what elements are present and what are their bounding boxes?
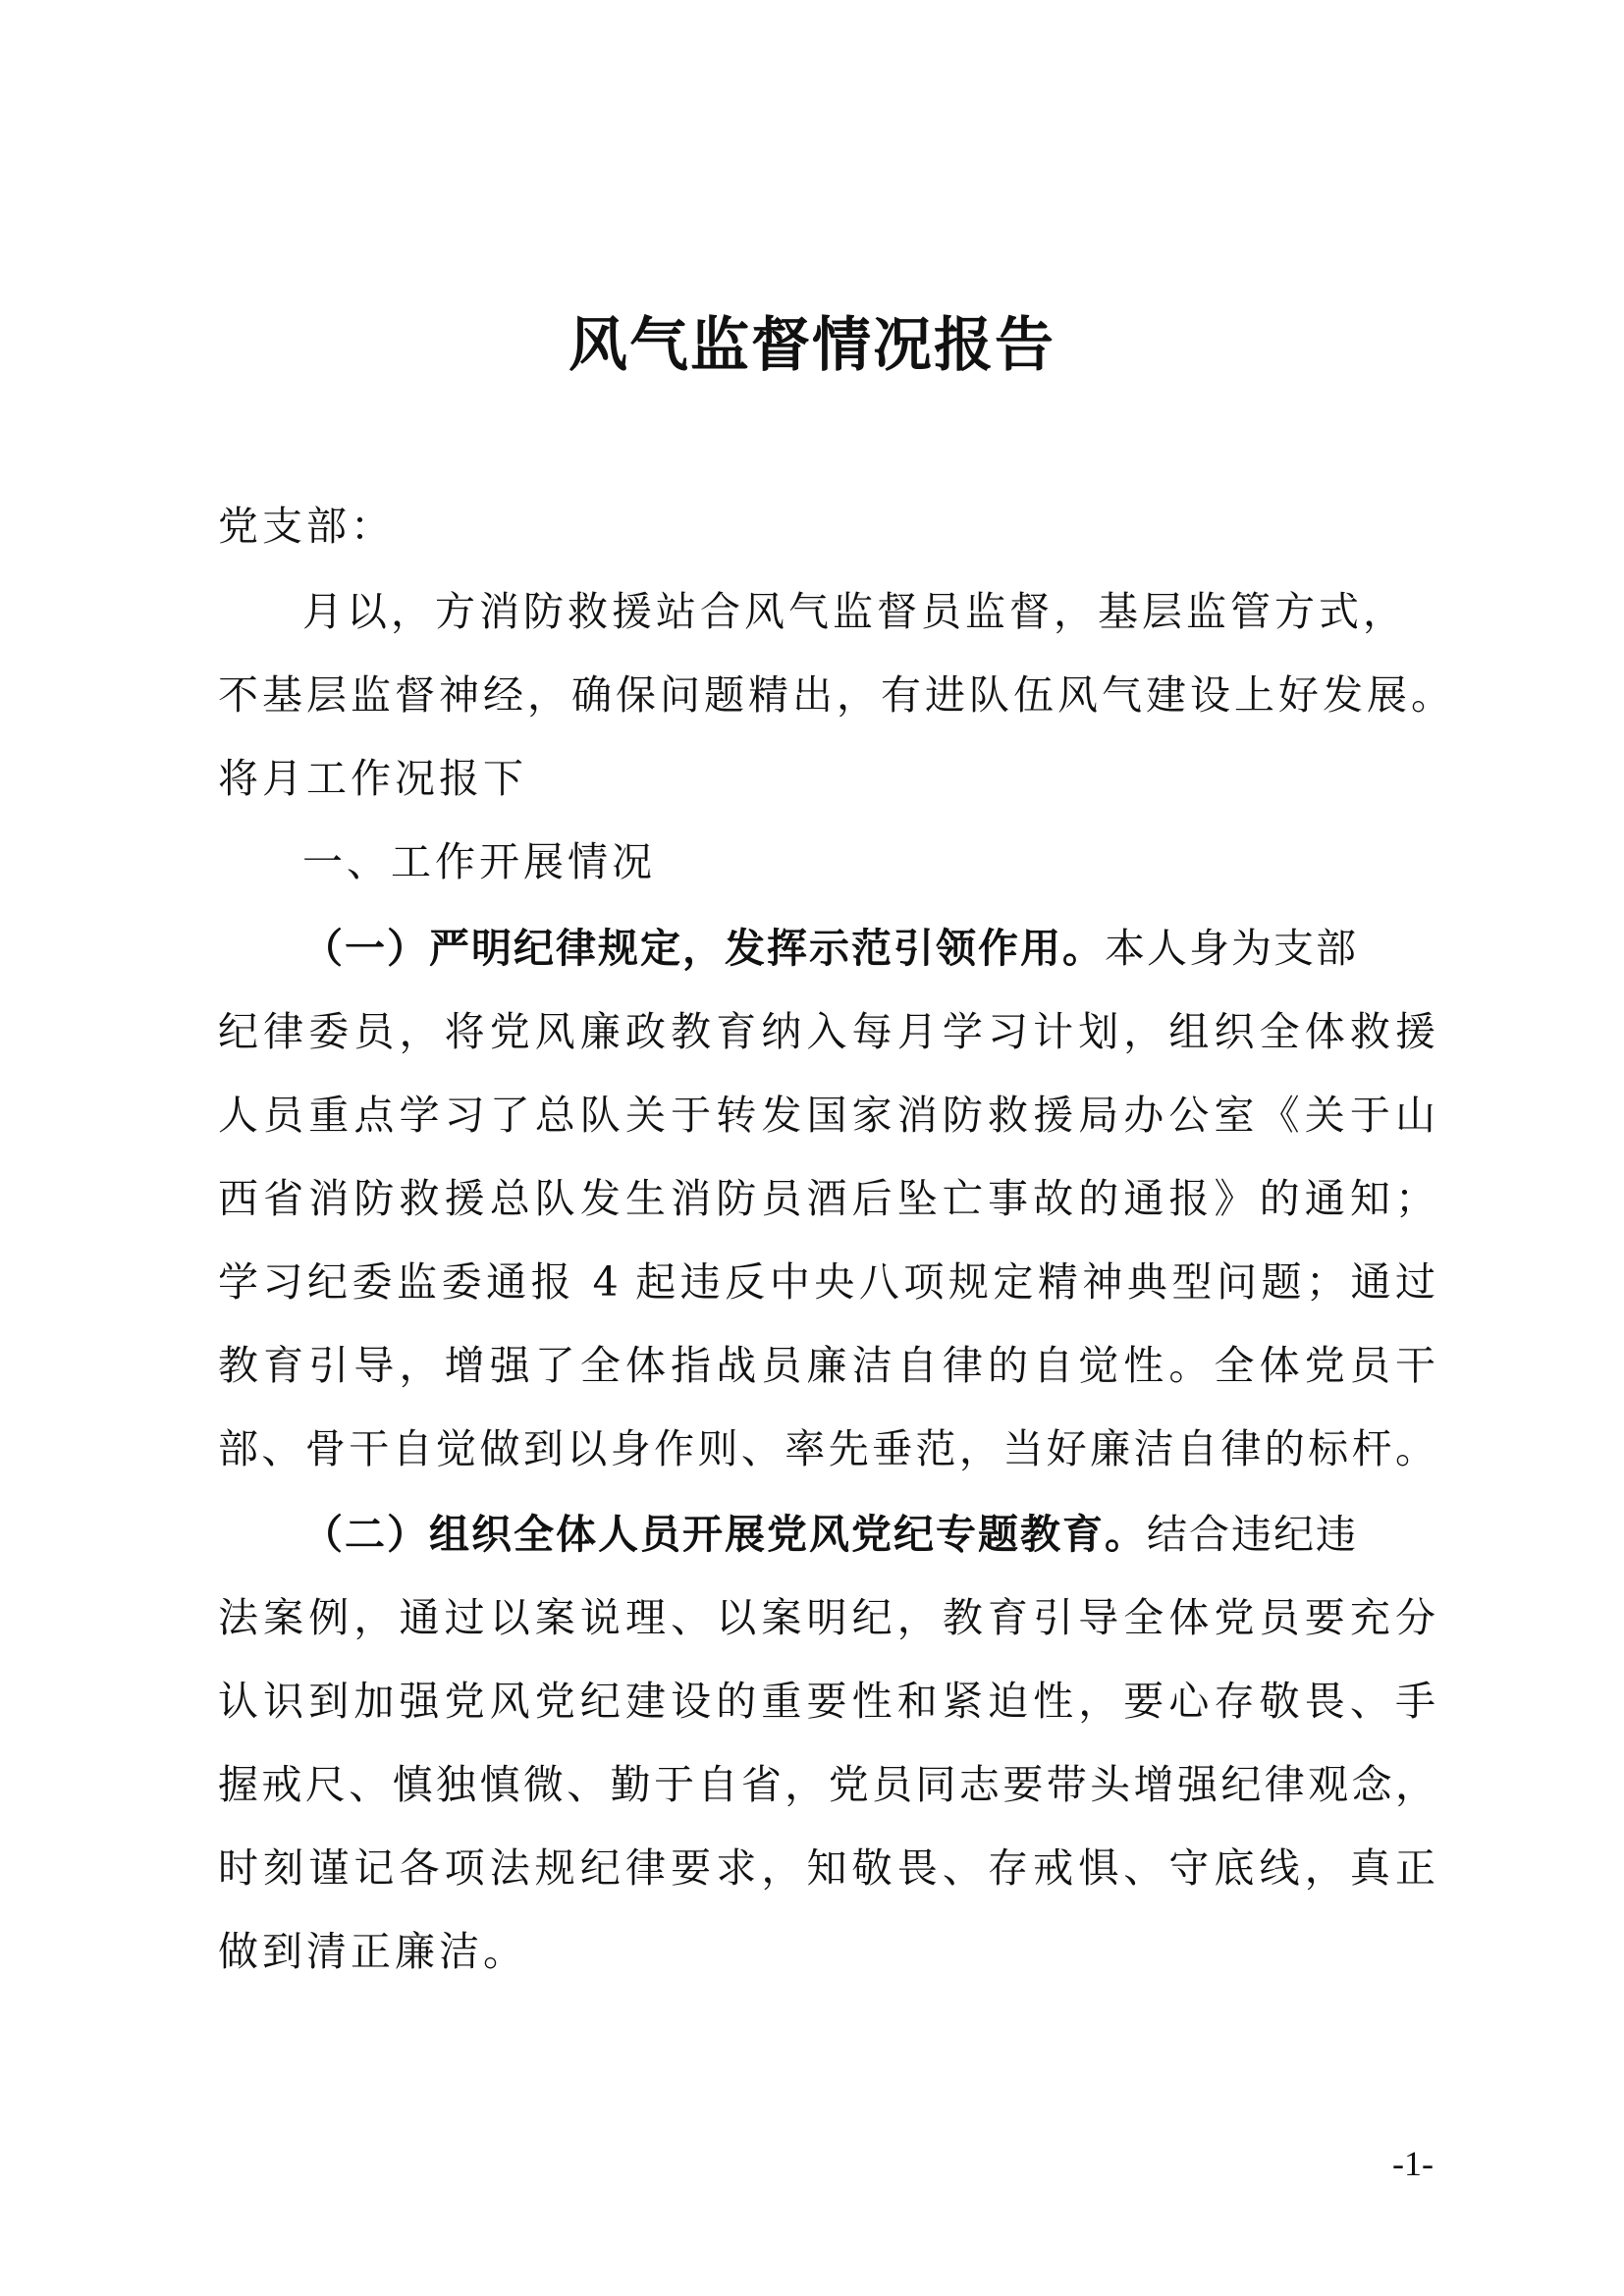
body-line <box>302 921 1435 976</box>
body-text: 结合违纪违 <box>1147 1511 1358 1558</box>
body-line: 部、骨干自觉做到以身作则、率先垂范，当好廉洁自律的标杆。 <box>218 1425 1435 1472</box>
body-line: 学习纪委监委通报 4 起违反中央八项规定精神典型问题；通过 <box>218 1258 1435 1306</box>
body-line: 握戒尺、慎独慎微、勤于自省，党员同志要带头增强纪律观念， <box>218 1761 1435 1808</box>
body-line: 法案例，通过以案说理、以案明纪，教育引导全体党员要充分 <box>218 1594 1435 1641</box>
page-number: -1- <box>1392 2144 1434 2183</box>
body-text: 本人身为支部 <box>1105 925 1358 972</box>
document-title: 风气监督情况报告 <box>568 311 1056 380</box>
salutation: 党支部： <box>218 503 395 550</box>
body-line: 纪律委员，将党风廉政教育纳入每月学习计划，组织全体救援 <box>218 1008 1435 1055</box>
section-heading: 一、工作开展情况 <box>302 838 656 885</box>
body-line: 时刻谨记各项法规纪律要求，知敬畏、存戒惧、守底线，真正 <box>218 1844 1435 1892</box>
body-line: 不基层监督神经，确保问题精出，有进队伍风气建设上好发展。 <box>218 671 1455 719</box>
body-line: 将月工作况报下 <box>218 755 527 802</box>
body-line <box>302 1507 1435 1562</box>
subsection-heading: （一）严明纪律规定，发挥示范引领作用。 <box>302 925 1105 972</box>
body-line: 认识到加强党风党纪建设的重要性和紧迫性，要心存敬畏、手 <box>218 1678 1435 1725</box>
subsection-heading: （二）组织全体人员开展党风党纪专题教育。 <box>302 1511 1147 1558</box>
body-line: 教育引导，增强了全体指战员廉洁自律的自觉性。全体党员干 <box>218 1342 1435 1389</box>
body-line: 做到清正廉洁。 <box>218 1928 527 1975</box>
body-line: 月以，方消防救援站合风气监督员监督，基层监管方式， <box>302 588 1407 635</box>
body-line: 西省消防救援总队发生消防员酒后坠亡事故的通报》的通知； <box>218 1175 1435 1222</box>
body-line: 人员重点学习了总队关于转发国家消防救援局办公室《关于山 <box>218 1092 1435 1139</box>
